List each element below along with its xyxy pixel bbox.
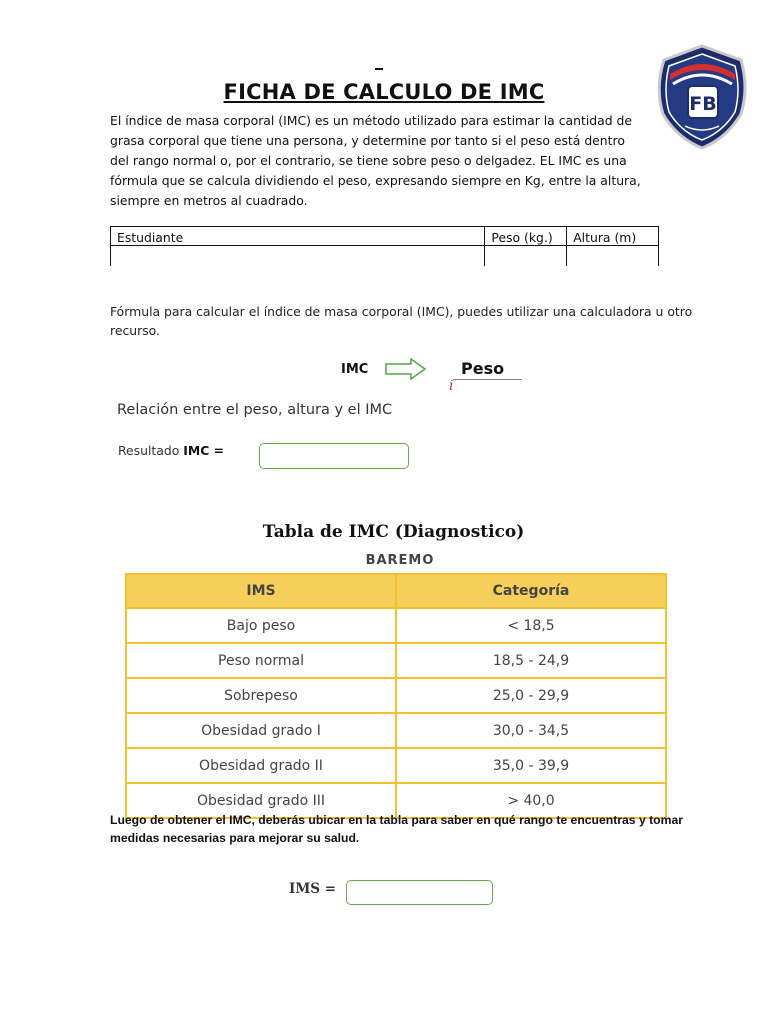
column-header-weight: Peso (kg.) xyxy=(485,227,567,246)
table-row xyxy=(126,678,666,713)
table-cell-category: Obesidad grado I xyxy=(126,713,396,748)
diagnostic-title: Tabla de IMC (Diagnostico) xyxy=(262,522,525,542)
ims-label: IMS = xyxy=(289,881,337,897)
table-cell-range: 30,0 - 34,5 xyxy=(396,713,666,748)
arrow-right-icon xyxy=(385,358,427,385)
formula-imc-label: IMC xyxy=(341,362,369,377)
table-cell-range: 18,5 - 24,9 xyxy=(396,643,666,678)
student-table xyxy=(110,226,659,266)
result-label xyxy=(118,443,224,458)
table-cell-range: > 40,0 xyxy=(396,783,666,818)
title-mark xyxy=(375,68,383,70)
ims-result-field[interactable] xyxy=(346,880,493,905)
table-cell-range: 25,0 - 29,9 xyxy=(396,678,666,713)
text-cursor-mark: ⅰ xyxy=(449,378,454,394)
intro-paragraph: El índice de masa corporal (IMC) es un método utilizado para estimar la cantidad de grasa corporal que tiene una persona, y determine por tanto si el peso está dentro del rango normal o, por el contrario, se tiene sobre peso o delgadez. EL IMC es una fórmula que se calcula dividiendo el peso, expresando siempre en Kg, entre la altura, siempre en metros al cuadrado. xyxy=(110,113,641,208)
column-header-category: Categoría xyxy=(396,574,666,608)
formula-numerator: Peso xyxy=(461,359,505,378)
shield-icon xyxy=(655,44,750,150)
imc-result-field[interactable] xyxy=(259,443,409,469)
result-imc-label: IMC = xyxy=(183,443,225,458)
table-cell-range: < 18,5 xyxy=(396,608,666,643)
table-row xyxy=(126,713,666,748)
table-cell-category: Sobrepeso xyxy=(126,678,396,713)
table-cell-category: Obesidad grado III xyxy=(126,783,396,818)
formula-note: Fórmula para calcular el índice de masa corporal (IMC), puedes utilizar una calculadora u otro recurso. xyxy=(110,304,693,338)
height-cell[interactable] xyxy=(567,246,659,267)
result-label-text: Resultado xyxy=(118,443,180,458)
instructions-text: Luego de obtener el IMC, deberás ubicar en la tabla para saber en qué rango te encuentras y tomar medidas necesarias para mejorar su salud. xyxy=(110,813,683,845)
table-cell-category: Obesidad grado II xyxy=(126,748,396,783)
table-row xyxy=(126,643,666,678)
column-header-student: Estudiante xyxy=(111,227,485,246)
baremo-title: BAREMO xyxy=(365,553,435,568)
table-cell-category: Bajo peso xyxy=(126,608,396,643)
relation-text: Relación entre el peso, altura y el IMC xyxy=(117,402,393,418)
table-cell-category: Peso normal xyxy=(126,643,396,678)
fraction-line xyxy=(453,379,522,380)
column-header-height: Altura (m) xyxy=(567,227,659,246)
table-row xyxy=(126,748,666,783)
logo-letters: FB xyxy=(689,93,717,115)
column-header-ims: IMS xyxy=(126,574,396,608)
page-title: FICHA DE CALCULO DE IMC xyxy=(223,80,545,104)
table-cell-range: 35,0 - 39,9 xyxy=(396,748,666,783)
baremo-table xyxy=(125,573,667,819)
table-row xyxy=(126,608,666,643)
school-crest xyxy=(655,44,750,155)
weight-cell[interactable] xyxy=(485,246,567,267)
student-name-cell[interactable] xyxy=(111,246,485,267)
